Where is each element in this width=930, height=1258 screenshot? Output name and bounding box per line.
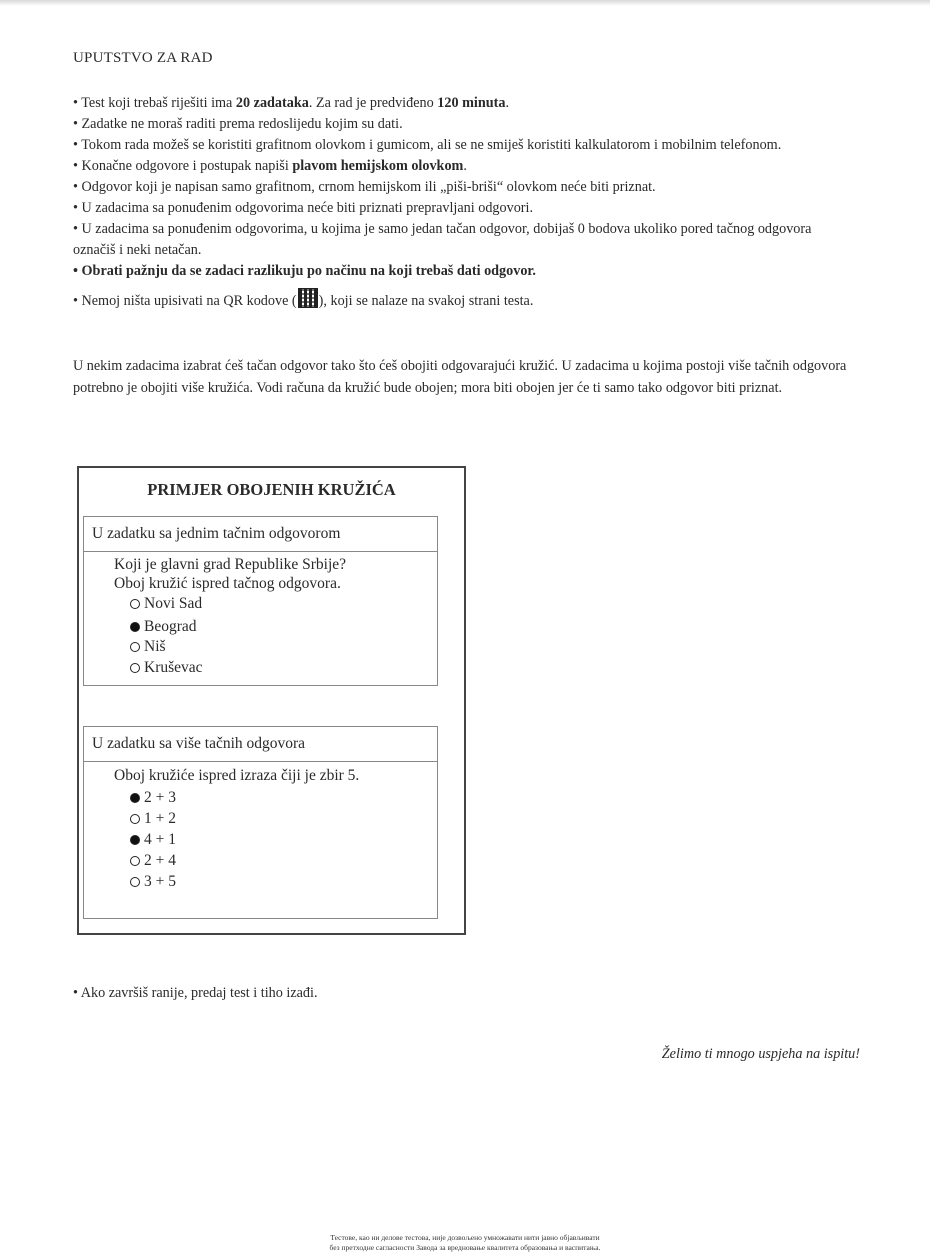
page-heading: UPUTSTVO ZA RAD [73, 50, 213, 66]
empty-circle-icon [130, 599, 140, 609]
filled-circle-icon [130, 622, 140, 632]
option-novi-sad: Novi Sad [130, 594, 202, 613]
option-1-plus-2: 1 + 2 [130, 809, 176, 828]
single-answer-body [83, 552, 438, 686]
multi-answer-body [83, 762, 438, 919]
instruction-item-bold: • Obrati pažnju da se zadaci razlikuju po načinu na koji trebaš dati odgovor. [73, 263, 536, 279]
option-krusevac: Kruševac [130, 658, 203, 677]
empty-circle-icon [130, 814, 140, 824]
option-beograd: Beograd [130, 617, 197, 636]
multi-answer-header: U zadatku sa više tačnih odgovora [83, 726, 438, 762]
page-top-shadow [0, 0, 930, 6]
footer-line: Тестове, као ни делове тестова, није дозвољено умножавати нити јавно објављивати [330, 1233, 600, 1242]
qr-code-icon [298, 288, 318, 308]
instruction-item: • Odgovor koji je napisan samo grafitnom, crnom hemijskom ili „piši-briši“ olovkom neće biti priznat. [73, 179, 656, 195]
option-3-plus-5: 3 + 5 [130, 872, 176, 891]
single-question: Koji je glavni grad Republike Srbije? [114, 556, 347, 573]
instruction-item: • Test koji trebaš riješiti ima 20 zadataka. Za rad je predviđeno 120 minuta. [73, 95, 509, 111]
single-instruction: Oboj kružić ispred tačnog odgovora. [114, 575, 341, 592]
instructions-list [73, 93, 853, 312]
filled-circle-icon [130, 835, 140, 845]
option-nis: Niš [130, 637, 166, 656]
instruction-item: • Nemoj ništa upisivati na QR kodove ( ), koji se nalaze na svakoj strani testa. [73, 288, 853, 312]
single-answer-header: U zadatku sa jednim tačnim odgovorom [83, 516, 438, 552]
empty-circle-icon [130, 856, 140, 866]
final-instruction: • Ako završiš ranije, predaj test i tiho izađi. [73, 985, 318, 1001]
instruction-item: • U zadacima sa ponuđenim odgovorima neće biti priznati prepravljani odgovori. [73, 200, 534, 216]
option-2-plus-3: 2 + 3 [130, 788, 176, 807]
empty-circle-icon [130, 642, 140, 652]
filled-circle-icon [130, 793, 140, 803]
instruction-item: • U zadacima sa ponuđenim odgovorima, u kojima je samo jedan tačan odgovor, dobijaš 0 bodova ukoliko pored tačnog odgovora označiš i neki netačan. [73, 221, 812, 258]
instruction-item: • Konačne odgovore i postupak napiši plavom hemijskom olovkom. [73, 158, 467, 174]
instruction-item: • Zadatke ne moraš raditi prema redoslijedu kojim su dati. [73, 116, 403, 132]
empty-circle-icon [130, 663, 140, 673]
multi-question: Oboj kružiće ispred izraza čiji je zbir 5. [114, 767, 360, 784]
instruction-item: • Tokom rada možeš se koristiti grafitnom olovkom i gumicom, ali se ne smiješ koristiti kalkulatorom i mobilnim telefonom. [73, 137, 782, 153]
coloring-instructions: U nekim zadacima izabrat ćeš tačan odgovor tako što ćeš obojiti odgovarajući kružić. U zadacima u kojima postoji više tačnih odgovora potrebno je obojiti više kružića. Vodi računa da kružić bude obojen; mora biti obojen jer će ti samo tako odgovor biti priznat. [73, 358, 847, 396]
copyright-footer [0, 1233, 930, 1253]
option-4-plus-1: 4 + 1 [130, 830, 176, 849]
empty-circle-icon [130, 877, 140, 887]
example-box [77, 466, 466, 935]
good-luck-message: Želimo ti mnogo uspjeha na ispitu! [661, 1046, 860, 1062]
example-title: PRIMJER OBOJENIH KRUŽIĆA [147, 480, 396, 499]
option-2-plus-4: 2 + 4 [130, 851, 176, 870]
footer-line: без претходне сагласности Завода за вредновање квалитета образовања и васпитања. [329, 1243, 601, 1252]
